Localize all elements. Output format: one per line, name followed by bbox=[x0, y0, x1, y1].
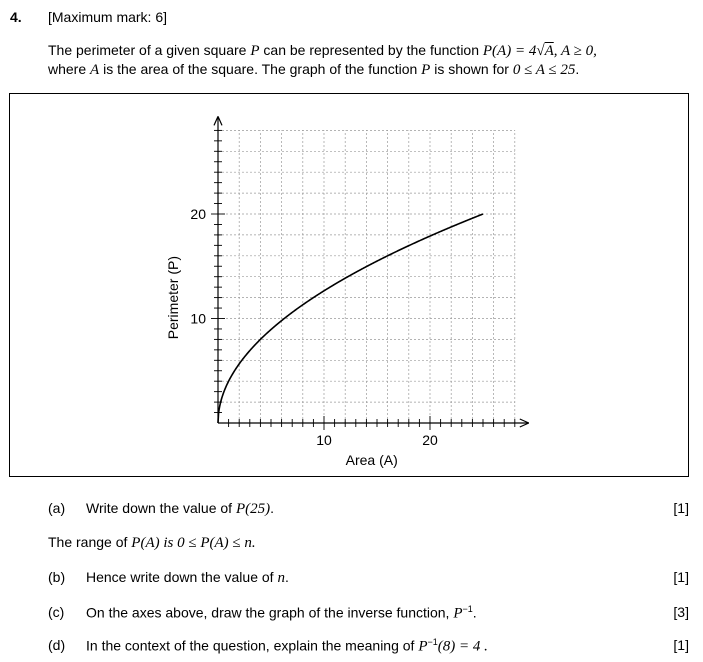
x-axis-label: Area (A) bbox=[345, 452, 398, 468]
part-b-marks: [1] bbox=[673, 569, 689, 585]
chart bbox=[10, 94, 688, 476]
part-b-end: . bbox=[284, 569, 289, 585]
part-c-prompt: On the axes above, draw the graph of the inverse function, bbox=[86, 604, 454, 621]
part-b-prompt: Hence write down the value of bbox=[86, 569, 278, 585]
var-p: P bbox=[250, 43, 260, 59]
intro-text: can be represented by the function bbox=[259, 42, 483, 58]
y-tick-label: 10 bbox=[190, 310, 206, 327]
inverse-superscript: −1 bbox=[427, 637, 438, 647]
intro-text: The perimeter of a given square bbox=[48, 42, 251, 58]
part-c-math: P bbox=[453, 605, 463, 622]
intro-text: is the area of the square. The graph of the function bbox=[99, 61, 422, 77]
part-d-text bbox=[86, 637, 488, 656]
part-a-end: . bbox=[270, 500, 274, 516]
part-b-text bbox=[86, 569, 289, 587]
range-math: P(A) bbox=[131, 535, 160, 551]
domain-range: 0 ≤ A ≤ 25 bbox=[512, 62, 576, 78]
part-c-text bbox=[86, 604, 477, 623]
part-a-prompt: Write down the value of bbox=[86, 500, 236, 516]
part-d-math: P bbox=[418, 638, 428, 655]
part-d-label: (d) bbox=[48, 637, 66, 653]
part-d-end: (8) = 4 . bbox=[437, 638, 488, 655]
range-inequality: is 0 ≤ P(A) ≤ n. bbox=[159, 535, 256, 551]
x-tick-label: 20 bbox=[422, 432, 438, 448]
part-a-text bbox=[86, 500, 274, 518]
part-d-marks: [1] bbox=[673, 637, 689, 653]
sqrt-sign: √ bbox=[536, 43, 545, 59]
intro-line-2 bbox=[48, 61, 579, 79]
part-d-prompt: In the context of the question, explain the meaning of bbox=[86, 637, 419, 654]
part-c-label: (c) bbox=[48, 604, 65, 620]
part-a-label: (a) bbox=[48, 500, 66, 516]
maximum-mark: [Maximum mark: 6] bbox=[48, 9, 168, 25]
var-p: P bbox=[421, 62, 431, 78]
intro-text: where bbox=[48, 61, 91, 77]
function-def: P(A) = 4 bbox=[482, 43, 537, 59]
part-b-math: n bbox=[277, 570, 285, 586]
graph-frame bbox=[9, 93, 689, 477]
intro-text: . bbox=[575, 61, 580, 77]
inverse-superscript: −1 bbox=[462, 604, 473, 614]
var-a: A bbox=[90, 62, 100, 78]
part-c-end: . bbox=[472, 604, 477, 621]
y-axis-label: Perimeter (P) bbox=[165, 255, 181, 340]
range-statement bbox=[48, 534, 256, 552]
intro-line-1 bbox=[48, 42, 597, 60]
range-prompt: The range of bbox=[48, 534, 132, 550]
x-tick-label: 10 bbox=[316, 432, 332, 448]
domain-condition: , A ≥ 0, bbox=[553, 43, 597, 59]
part-a-math: P(25) bbox=[235, 501, 271, 517]
question-number: 4. bbox=[10, 9, 22, 25]
y-tick-label: 20 bbox=[190, 206, 206, 222]
part-c-marks: [3] bbox=[673, 604, 689, 620]
sqrt-arg: A bbox=[544, 43, 554, 59]
part-b-label: (b) bbox=[48, 569, 66, 585]
intro-text: is shown for bbox=[430, 61, 513, 77]
part-a-marks: [1] bbox=[673, 500, 689, 516]
